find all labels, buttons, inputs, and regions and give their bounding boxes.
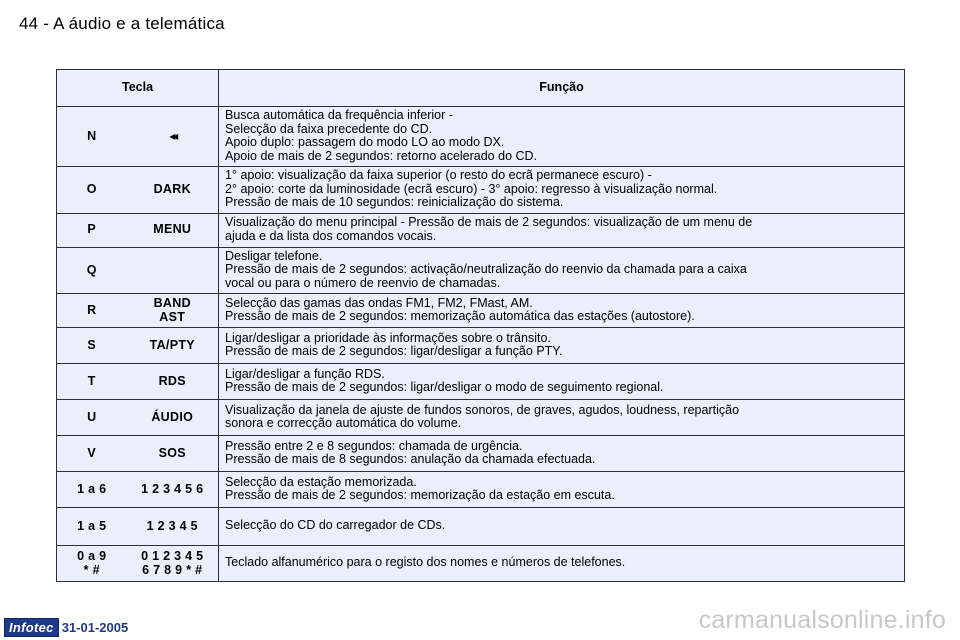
row-function-line: Pressão de mais de 10 segundos: reinicialização do sistema. [225, 195, 564, 209]
row-function-line: vocal ou para o número de reenvio de chamadas. [225, 275, 501, 290]
page-title: A áudio e a telemática [53, 14, 225, 33]
row-button-label-line: SOS [158, 445, 186, 460]
table-row [57, 294, 905, 328]
row-button-label [127, 508, 219, 546]
table-header-row [57, 70, 905, 107]
row-button-label [127, 167, 219, 214]
table-row [57, 247, 905, 294]
row-function [219, 107, 905, 167]
row-key [57, 546, 127, 582]
row-function [219, 436, 905, 472]
row-function [219, 400, 905, 436]
row-function-line: Pressão de mais de 2 segundos: activação/neutralização do reenvio da chamada para a caixa [225, 262, 747, 276]
row-key [57, 400, 127, 436]
row-key [57, 364, 127, 400]
row-button-label-line: 6 7 8 9 * # [142, 562, 203, 577]
row-key-line: N [87, 128, 97, 143]
row-key-line: 1 a 6 [77, 481, 107, 496]
row-key [57, 294, 127, 328]
row-button-label-line: 1 2 3 4 5 [146, 518, 198, 533]
row-key [57, 247, 127, 294]
row-button-label [127, 328, 219, 364]
row-function [219, 328, 905, 364]
footer [4, 618, 128, 636]
row-function-line: ajuda e da lista dos comandos vocais. [225, 228, 437, 243]
column-header-key: Tecla [57, 70, 219, 107]
row-function-line: sonora e correcção automática do volume. [225, 416, 462, 430]
row-function-line: Pressão de mais de 2 segundos: ligar/desligar a função PTY. [225, 344, 563, 358]
column-header-function: Função [219, 70, 905, 107]
key-function-table-wrapper [56, 69, 904, 582]
row-function [219, 213, 905, 247]
row-key-line: Q [86, 262, 97, 277]
row-function-line: 1° apoio: visualização da faixa superior (o resto do ecrã permanece escuro) - [225, 168, 652, 182]
row-function [219, 247, 905, 294]
row-button-label-line: 1 2 3 4 5 6 [141, 481, 204, 496]
row-key-line: V [87, 445, 97, 460]
row-button-label-line: BAND [153, 296, 191, 310]
row-key-line: P [87, 222, 97, 237]
row-function-line: Selecção das gamas das ondas FM1, FM2, FMast, AM. [225, 295, 533, 310]
page-number: 44 [19, 14, 39, 33]
table-row [57, 213, 905, 247]
row-key [57, 436, 127, 472]
row-function [219, 472, 905, 508]
row-button-label [127, 436, 219, 472]
row-key [57, 167, 127, 214]
watermark: carmanualsonline.info [698, 606, 946, 634]
footer-date: 31-01-2005 [61, 619, 129, 635]
row-button-label [127, 472, 219, 508]
row-function-line: Teclado alfanumérico para o registo dos nomes e números de telefones. [225, 555, 626, 570]
rewind-double-chevron-icon: ◂◂ [169, 128, 176, 143]
row-key [57, 508, 127, 546]
table-body [57, 107, 905, 582]
table-row [57, 472, 905, 508]
row-button-label-line: ÁUDIO [151, 409, 194, 424]
row-button-label [127, 294, 219, 328]
row-button-label-line: RDS [158, 373, 186, 388]
table-row [57, 400, 905, 436]
row-function [219, 546, 905, 582]
row-function-line: Selecção da estação memorizada. [225, 474, 417, 489]
table-row [57, 436, 905, 472]
row-key-line: S [87, 337, 97, 352]
row-key-line: 0 a 9 [77, 549, 107, 563]
row-function-line: Selecção da faixa precedente do CD. [225, 121, 433, 136]
row-function [219, 167, 905, 214]
table-row [57, 167, 905, 214]
row-button-label [127, 400, 219, 436]
row-key [57, 328, 127, 364]
row-key-line: T [87, 373, 96, 388]
row-function [219, 508, 905, 546]
page-header [19, 14, 225, 34]
row-button-label-line: AST [159, 309, 186, 324]
row-button-label-line: 0 1 2 3 4 5 [141, 549, 204, 563]
row-key [57, 107, 127, 167]
table-row [57, 328, 905, 364]
table-row [57, 546, 905, 582]
row-function-line: Pressão de mais de 8 segundos: anulação da chamada efectuada. [225, 452, 596, 466]
row-function-line: Visualização da janela de ajuste de fundos sonoros, de graves, agudos, loudness, repartição [225, 402, 740, 417]
row-function-line: Pressão de mais de 2 segundos: ligar/desligar o modo de seguimento regional. [225, 380, 664, 394]
header-separator: - [43, 14, 50, 33]
row-function-line: Desligar telefone. [225, 248, 323, 263]
row-key [57, 213, 127, 247]
row-function-line: Pressão de mais de 2 segundos: memorização da estação em escuta. [225, 488, 615, 502]
row-button-label [127, 546, 219, 582]
row-key-line: R [87, 302, 97, 317]
row-button-label [127, 364, 219, 400]
row-button-label-line: MENU [153, 222, 192, 237]
row-function-line: Selecção do CD do carregador de CDs. [225, 518, 446, 533]
row-function-line: Ligar/desligar a prioridade às informações sobre o trânsito. [225, 330, 551, 345]
table-row [57, 364, 905, 400]
row-key-line: * # [83, 562, 100, 577]
key-function-table [56, 69, 905, 582]
row-button-label [127, 213, 219, 247]
row-function-line: Busca automática da frequência inferior - [225, 108, 453, 122]
row-function-line: Pressão entre 2 e 8 segundos: chamada de urgência. [225, 438, 523, 453]
row-function-line: Visualização do menu principal - Pressão de mais de 2 segundos: visualização de um menu de [225, 215, 753, 229]
row-function-line: Apoio de mais de 2 segundos: retorno acelerado do CD. [225, 148, 538, 163]
row-key-line: U [87, 409, 97, 424]
row-function-line: Pressão de mais de 2 segundos: memorização automática das estações (autostore). [225, 309, 695, 323]
row-button-label [127, 247, 219, 294]
row-button-label-line: TA/PTY [149, 337, 195, 352]
table-row [57, 107, 905, 167]
row-key-line: O [86, 182, 97, 196]
row-button-label [127, 107, 219, 167]
infotec-logo: Infotec [4, 618, 59, 637]
table-row [57, 508, 905, 546]
row-function-line: Ligar/desligar a função RDS. [225, 366, 385, 381]
row-key [57, 472, 127, 508]
row-function [219, 364, 905, 400]
row-function-line: 2° apoio: corte da luminosidade (ecrã escuro) - 3° apoio: regresso à visualização normal. [225, 181, 718, 196]
row-button-label-line: DARK [153, 182, 191, 196]
row-key-line: 1 a 5 [77, 518, 107, 533]
row-function [219, 294, 905, 328]
row-function-line: Apoio duplo: passagem do modo LO ao modo DX. [225, 135, 505, 149]
